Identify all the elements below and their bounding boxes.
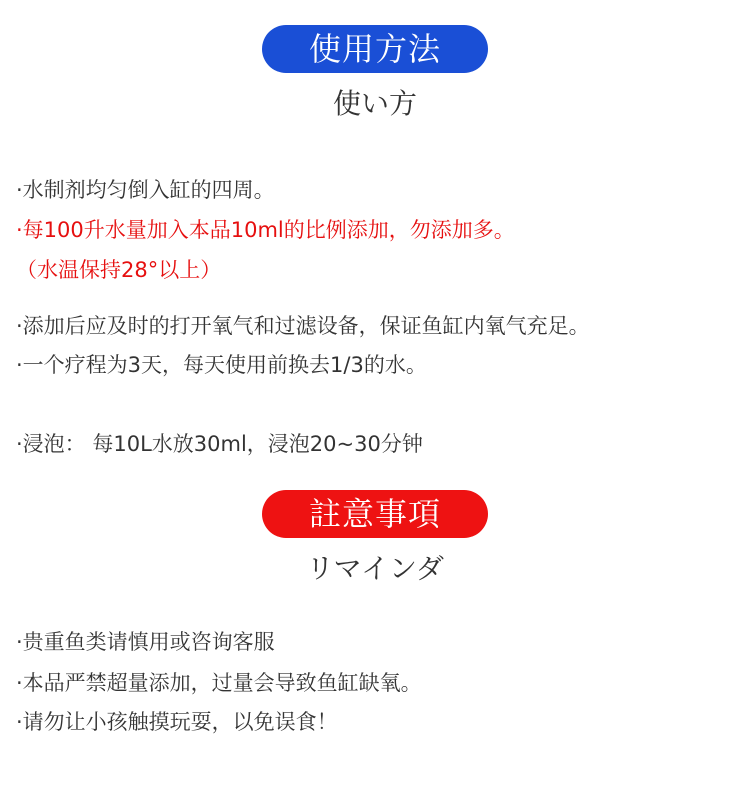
usage-title-badge: 使用方法 [262, 25, 488, 73]
usage-line-6: ·浸泡： 每10L水放30ml，浸泡20~30分钟 [16, 432, 423, 456]
notice-title-badge: 註意事項 [262, 490, 488, 538]
usage-line-1: ·水制剂均匀倒入缸的四周。 [16, 178, 275, 202]
usage-subtitle: 使い方 [332, 87, 417, 120]
usage-line-5: ·一个疗程为3天，每天使用前换去1/3的水。 [16, 353, 427, 377]
usage-line-2-highlight: ·每100升水量加入本品10ml的比例添加，勿添加多。 [16, 218, 515, 242]
usage-line-4: ·添加后应及时的打开氧气和过滤设备，保证鱼缸内氧气充足。 [16, 314, 590, 338]
notice-line-3: ·请勿让小孩触摸玩耍，以免误食！ [16, 710, 338, 734]
notice-line-2: ·本品严禁超量添加，过量会导致鱼缸缺氧。 [16, 671, 422, 695]
notice-line-1: ·贵重鱼类请慎用或咨询客服 [16, 630, 275, 654]
notice-subtitle: リマインダ [306, 552, 444, 585]
usage-line-3-highlight: （水温保持28°以上） [16, 258, 222, 282]
